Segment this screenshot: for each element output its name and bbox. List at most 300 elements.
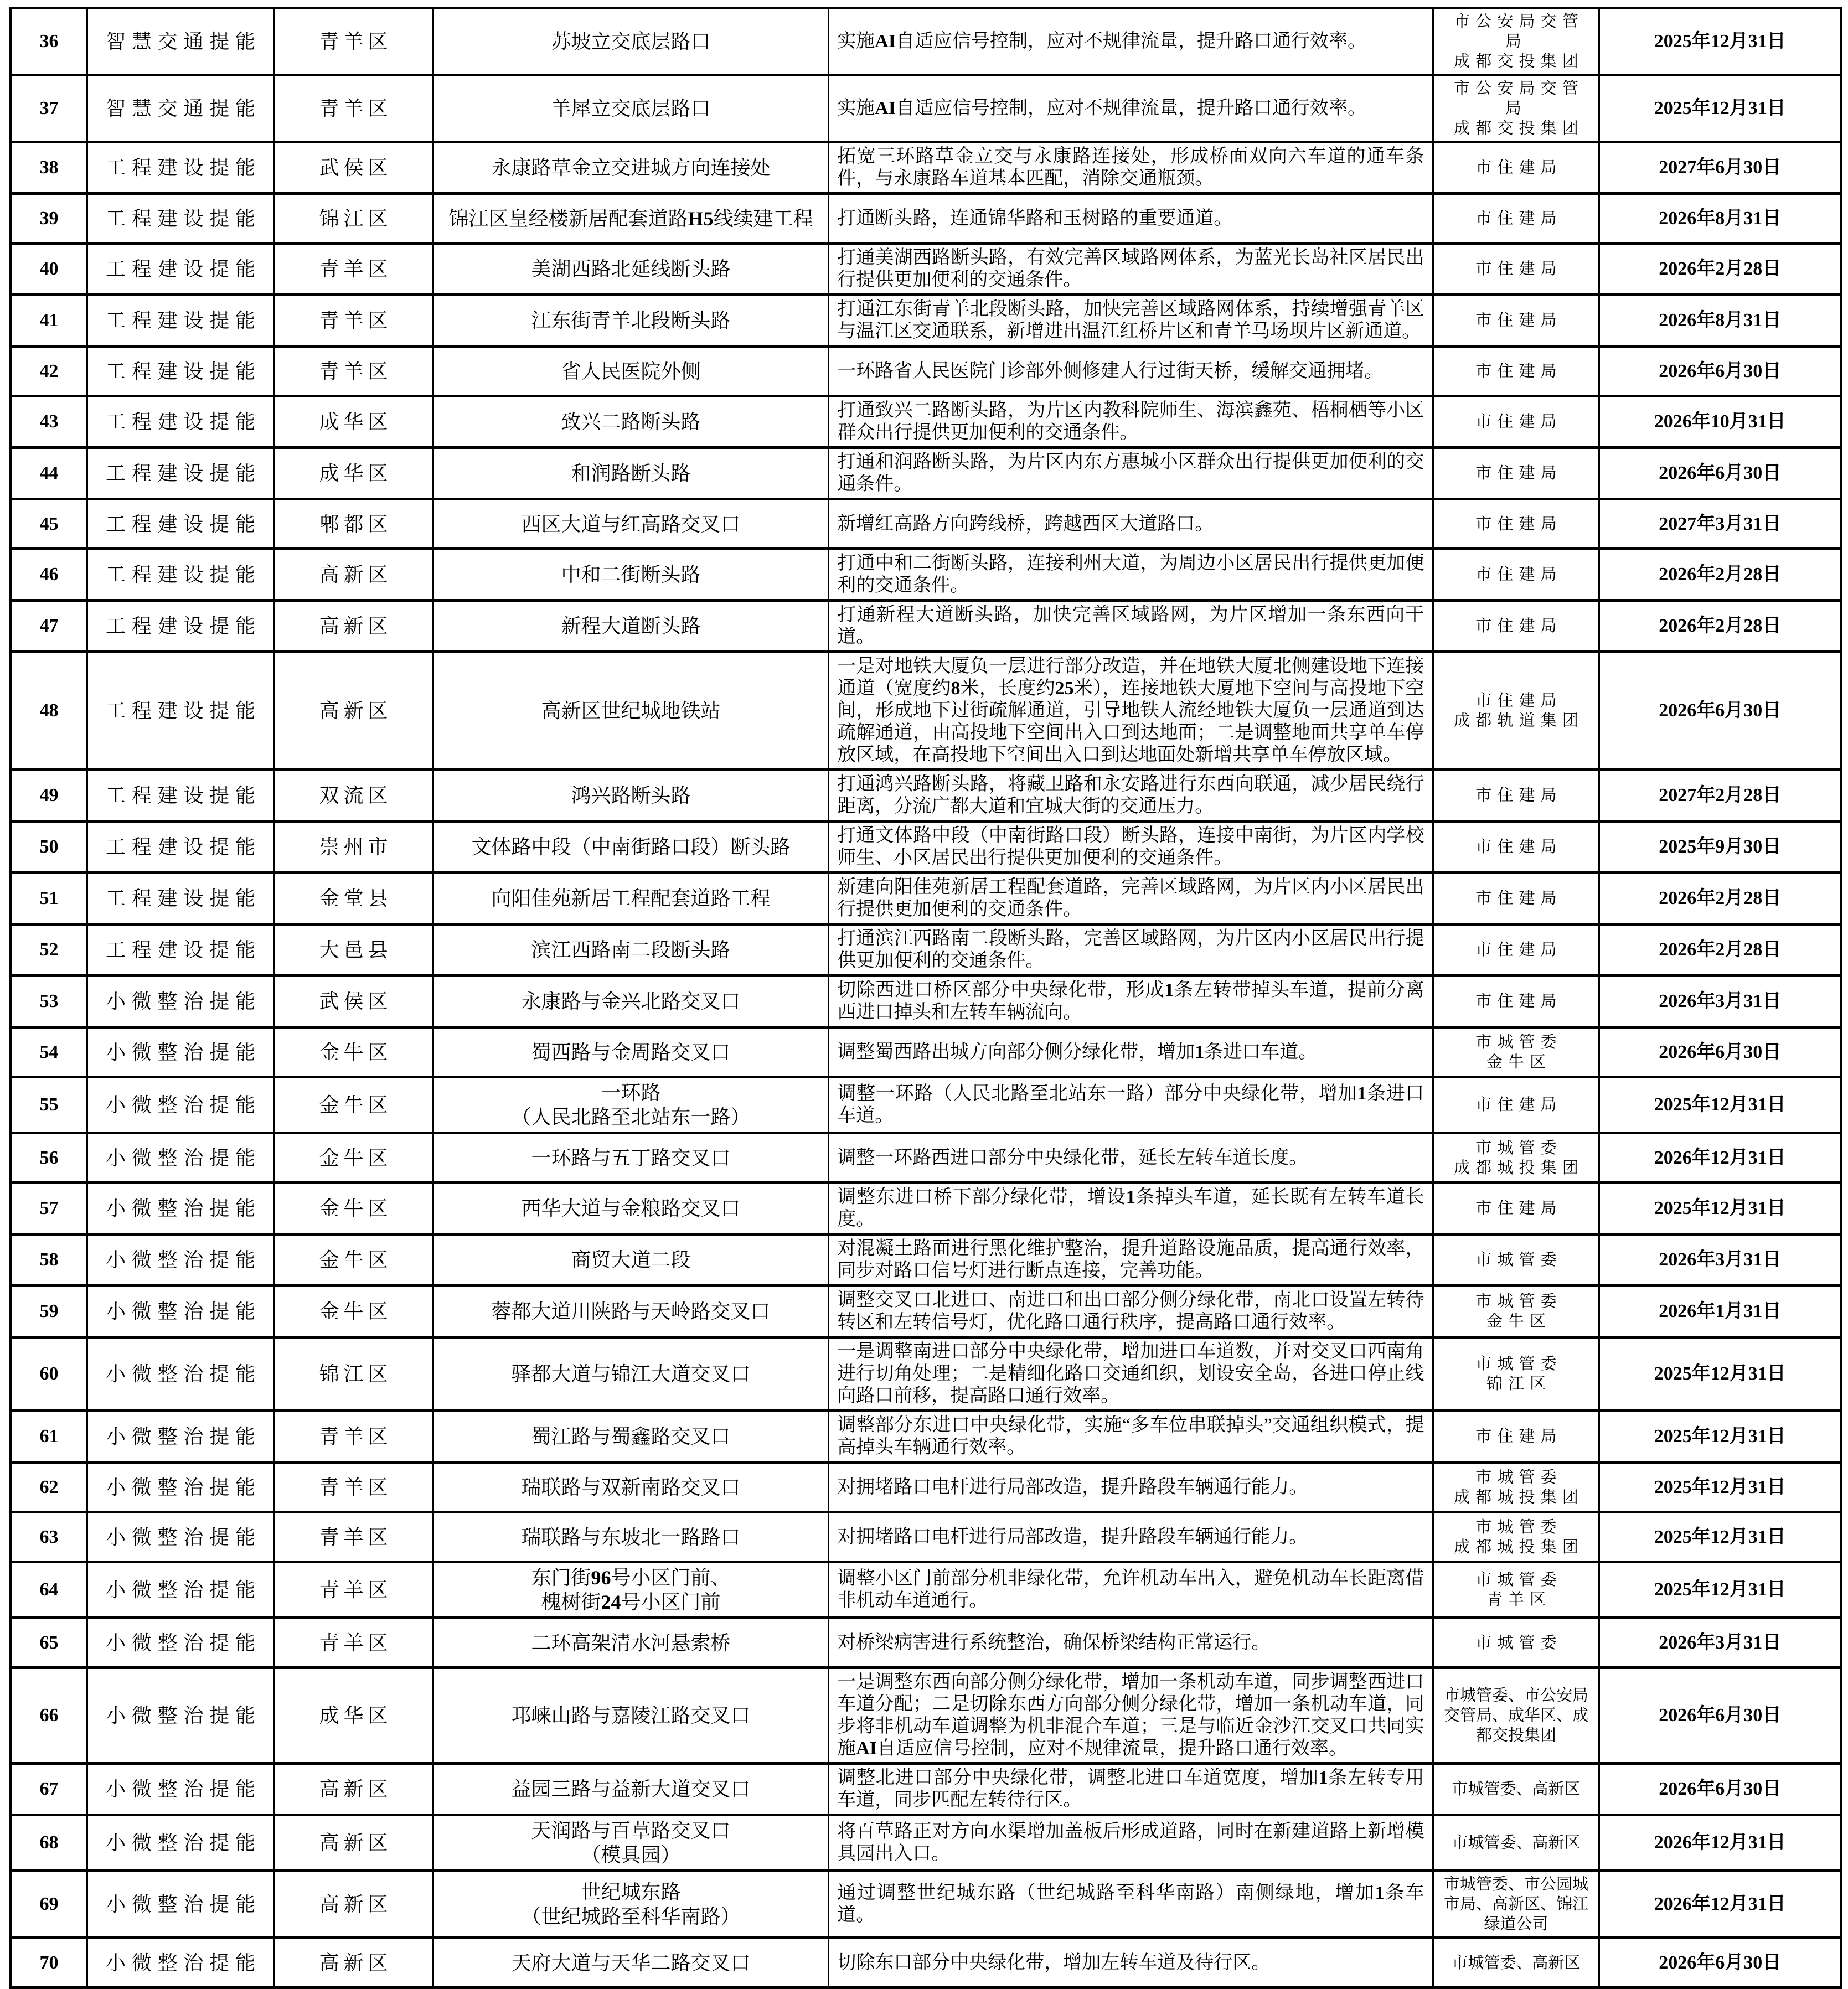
district-cell: 锦江区 <box>274 1337 433 1411</box>
responsible-units-cell <box>1433 1764 1599 1815</box>
deadline-cell: 2026年2月28日 <box>1599 549 1841 601</box>
responsible-unit-line: 市住建局 <box>1475 362 1562 380</box>
category-cell: 小微整治提能 <box>87 1133 273 1183</box>
deadline-cell: 2025年12月31日 <box>1599 8 1841 75</box>
measure-cell: 调整一环路西进口部分中央绿化带，延长左转车道长度。 <box>829 1133 1433 1183</box>
project-name-line: 瑞联路与双新南路交叉口 <box>521 1476 741 1499</box>
deadline-cell: 2025年12月31日 <box>1599 75 1841 142</box>
responsible-units-cell <box>1433 1562 1599 1618</box>
project-name-line: 苏坡立交底层路口 <box>551 30 711 53</box>
table-row <box>11 1234 1841 1286</box>
project-name-cell <box>433 194 828 244</box>
row-number: 42 <box>11 347 87 396</box>
row-number: 51 <box>11 873 87 924</box>
deadline-cell: 2025年12月31日 <box>1599 1562 1841 1618</box>
deadline-cell: 2026年6月30日 <box>1599 1764 1841 1815</box>
responsible-units-cell <box>1433 873 1599 924</box>
responsible-unit-line: 市住建局 <box>1475 159 1562 177</box>
deadline-cell: 2026年6月30日 <box>1599 1668 1841 1764</box>
project-name-line: 蓉都大道川陕路与天岭路交叉口 <box>491 1300 771 1322</box>
table-row <box>11 1562 1841 1618</box>
district-cell: 青羊区 <box>274 347 433 396</box>
district-cell: 金牛区 <box>274 1027 433 1077</box>
responsible-unit-line: 市城管委 <box>1475 1634 1562 1652</box>
category-cell: 小微整治提能 <box>87 1938 273 1988</box>
district-cell: 青羊区 <box>274 1463 433 1512</box>
row-number: 68 <box>11 1815 87 1871</box>
responsible-unit-line: 成都城投集团 <box>1454 1488 1584 1506</box>
category-cell: 工程建设提能 <box>87 822 273 873</box>
responsible-units-cell <box>1433 1234 1599 1286</box>
table-row <box>11 1077 1841 1133</box>
table-row <box>11 448 1841 499</box>
project-name-cell <box>433 244 828 295</box>
row-number: 36 <box>11 8 87 75</box>
project-name-cell <box>433 822 828 873</box>
measure-cell: 调整部分东进口中央绿化带，实施“多车位串联掉头”交通组织模式，提高掉头车辆通行效率。 <box>829 1411 1433 1463</box>
deadline-cell: 2026年6月30日 <box>1599 448 1841 499</box>
district-cell: 双流区 <box>274 770 433 822</box>
category-cell: 工程建设提能 <box>87 194 273 244</box>
measure-cell: 新建向阳佳苑新居工程配套道路，完善区域路网，为片区内小区居民出行提供更加便利的交通条件。 <box>829 873 1433 924</box>
responsible-units-cell <box>1433 601 1599 652</box>
district-cell: 金牛区 <box>274 1234 433 1286</box>
project-name-cell <box>433 1938 828 1988</box>
responsible-units-cell <box>1433 1411 1599 1463</box>
district-cell: 金牛区 <box>274 1286 433 1337</box>
row-number: 44 <box>11 448 87 499</box>
project-name-line: 鸿兴路断头路 <box>571 784 691 807</box>
responsible-unit-line: 市城管委 <box>1475 1251 1562 1269</box>
project-name-line: 西华大道与金粮路交叉口 <box>521 1197 741 1220</box>
deadline-cell: 2027年6月30日 <box>1599 142 1841 194</box>
category-cell: 工程建设提能 <box>87 244 273 295</box>
responsible-units-cell <box>1433 976 1599 1027</box>
table-row <box>11 601 1841 652</box>
table-row <box>11 770 1841 822</box>
project-name-line: 二环高架清水河悬索桥 <box>531 1631 731 1654</box>
district-cell: 成华区 <box>274 396 433 448</box>
measure-cell: 打通中和二街断头路，连接利州大道，为周边小区居民出行提供更加便利的交通条件。 <box>829 549 1433 601</box>
category-cell: 工程建设提能 <box>87 448 273 499</box>
district-cell: 青羊区 <box>274 1618 433 1668</box>
table-row <box>11 499 1841 549</box>
project-name-line: 瑞联路与东坡北一路路口 <box>521 1526 741 1548</box>
table-row <box>11 194 1841 244</box>
project-name-line: 江东街青羊北段断头路 <box>531 309 731 332</box>
district-cell: 高新区 <box>274 1938 433 1988</box>
responsible-unit-line: 市城管委 <box>1475 1571 1562 1589</box>
responsible-unit-line: 市城管委 <box>1475 1518 1562 1536</box>
project-name-cell <box>433 142 828 194</box>
project-name-line: 文体路中段（中南街路口段）断头路 <box>471 836 791 858</box>
district-cell: 大邑县 <box>274 924 433 976</box>
project-name-cell <box>433 1764 828 1815</box>
table-row <box>11 1815 1841 1871</box>
row-number: 38 <box>11 142 87 194</box>
project-name-line: 永康路草金立交进城方向连接处 <box>491 157 771 179</box>
row-number: 43 <box>11 396 87 448</box>
responsible-unit-line: 市住建局 <box>1475 1096 1562 1114</box>
responsible-unit-line: 市城管委 <box>1475 1355 1562 1373</box>
project-name-line: 蜀江路与蜀鑫路交叉口 <box>531 1425 731 1448</box>
table-row <box>11 1286 1841 1337</box>
project-name-line: 中和二街断头路 <box>561 564 701 586</box>
table-row <box>11 652 1841 770</box>
deadline-cell: 2025年12月31日 <box>1599 1183 1841 1234</box>
measure-cell: 打通新程大道断头路，加快完善区域路网，为片区增加一条东西向干道。 <box>829 601 1433 652</box>
deadline-cell: 2026年10月31日 <box>1599 396 1841 448</box>
measure-cell: 切除西进口桥区部分中央绿化带，形成1条左转带掉头车道，提前分离西进口掉头和左转车辆流向。 <box>829 976 1433 1027</box>
table-row <box>11 142 1841 194</box>
responsible-units-cell <box>1433 1815 1599 1871</box>
measure-cell: 一是调整东西向部分侧分绿化带，增加一条机动车道，同步调整西进口车道分配；二是切除东西方向部分侧分绿化带，增加一条机动车道，同步将非机动车道调整为机非混合车道；三是与临近金沙江交叉口共同实施AI自适应信号控制，应对不规律流量，提升路口通行效率。 <box>829 1668 1433 1764</box>
responsible-unit-line: 市住建局 <box>1475 413 1562 431</box>
responsible-units-cell <box>1433 652 1599 770</box>
project-name-cell <box>433 1337 828 1411</box>
category-cell: 小微整治提能 <box>87 1512 273 1562</box>
category-cell: 小微整治提能 <box>87 1077 273 1133</box>
responsible-unit-line: 市住建局 <box>1475 209 1562 228</box>
project-name-cell <box>433 1562 828 1618</box>
responsible-unit-line: 市住建局 <box>1475 692 1562 710</box>
responsible-units-cell <box>1433 1077 1599 1133</box>
district-cell: 锦江区 <box>274 194 433 244</box>
project-name-cell <box>433 1618 828 1668</box>
responsible-unit-line: 市城管委、高新区 <box>1452 1834 1581 1852</box>
project-name-cell <box>433 1286 828 1337</box>
category-cell: 工程建设提能 <box>87 347 273 396</box>
responsible-units-cell <box>1433 448 1599 499</box>
project-name-line: 滨江西路南二段断头路 <box>531 939 731 961</box>
deadline-cell: 2026年12月31日 <box>1599 1133 1841 1183</box>
district-cell: 高新区 <box>274 601 433 652</box>
category-cell: 工程建设提能 <box>87 295 273 347</box>
row-number: 63 <box>11 1512 87 1562</box>
project-name-line: 东门街96号小区门前、 <box>531 1567 731 1589</box>
deadline-cell: 2026年1月31日 <box>1599 1286 1841 1337</box>
project-name-line: 一环路与五丁路交叉口 <box>531 1146 731 1169</box>
responsible-unit-line: 市城管委 <box>1475 1293 1562 1310</box>
responsible-unit-line: 市住建局 <box>1475 993 1562 1010</box>
deadline-cell: 2026年6月30日 <box>1599 347 1841 396</box>
project-name-cell <box>433 347 828 396</box>
measure-cell: 一是调整南进口部分中央绿化带，增加进口车道数，并对交叉口西南角进行切角处理；二是精细化路口交通组织，划设安全岛，各进口停止线向路口前移，提高路口通行效率。 <box>829 1337 1433 1411</box>
responsible-units-cell <box>1433 295 1599 347</box>
project-name-line: （世纪城路至科华南路） <box>521 1905 741 1928</box>
district-cell: 成华区 <box>274 1668 433 1764</box>
project-name-line: 天府大道与天华二路交叉口 <box>511 1951 751 1974</box>
row-number: 37 <box>11 75 87 142</box>
table-row <box>11 1871 1841 1938</box>
deadline-cell: 2026年6月30日 <box>1599 1027 1841 1077</box>
table-row <box>11 1337 1841 1411</box>
table-row <box>11 1938 1841 1988</box>
responsible-units-cell <box>1433 770 1599 822</box>
table-row <box>11 976 1841 1027</box>
responsible-unit-line: 市城管委 <box>1475 1033 1562 1051</box>
project-name-cell <box>433 1871 828 1938</box>
measure-cell: 打通致兴二路断头路，为片区内教科院师生、海滨鑫苑、梧桐栖等小区群众出行提供更加便利的交通条件。 <box>829 396 1433 448</box>
project-name-cell <box>433 1411 828 1463</box>
responsible-unit-line: 市住建局 <box>1475 1200 1562 1217</box>
projects-table-body <box>11 8 1841 1988</box>
responsible-unit-line: 市住建局 <box>1475 464 1562 482</box>
responsible-unit-line: 成都轨道集团 <box>1454 712 1584 730</box>
district-cell: 青羊区 <box>274 295 433 347</box>
responsible-units-cell <box>1433 8 1599 75</box>
responsible-units-cell <box>1433 194 1599 244</box>
measure-cell: 打通江东街青羊北段断头路，加快完善区域路网体系，持续增强青羊区与温江区交通联系，新增进出温江红桥片区和青羊马场坝片区新通道。 <box>829 295 1433 347</box>
project-name-line: 邛崃山路与嘉陵江路交叉口 <box>511 1704 751 1727</box>
category-cell: 工程建设提能 <box>87 652 273 770</box>
responsible-units-cell <box>1433 1286 1599 1337</box>
row-number: 45 <box>11 499 87 549</box>
project-name-cell <box>433 1463 828 1512</box>
project-name-cell <box>433 770 828 822</box>
responsible-unit-line: 市城管委、高新区 <box>1452 1780 1581 1798</box>
deadline-cell: 2026年8月31日 <box>1599 194 1841 244</box>
measure-cell: 切除东口部分中央绿化带，增加左转车道及待行区。 <box>829 1938 1433 1988</box>
project-name-line: 驿都大道与锦江大道交叉口 <box>511 1363 751 1385</box>
row-number: 53 <box>11 976 87 1027</box>
project-name-line: 羊犀立交底层路口 <box>551 97 711 120</box>
district-cell: 青羊区 <box>274 1562 433 1618</box>
measure-cell: 调整东进口桥下部分绿化带，增设1条掉头车道，延长既有左转车道长度。 <box>829 1183 1433 1234</box>
row-number: 48 <box>11 652 87 770</box>
project-name-line: 和润路断头路 <box>571 462 691 484</box>
project-name-cell <box>433 873 828 924</box>
row-number: 57 <box>11 1183 87 1234</box>
district-cell: 崇州市 <box>274 822 433 873</box>
district-cell: 郫都区 <box>274 499 433 549</box>
responsible-unit-line: 市住建局 <box>1475 617 1562 635</box>
category-cell: 工程建设提能 <box>87 499 273 549</box>
deadline-cell: 2026年3月31日 <box>1599 976 1841 1027</box>
district-cell: 高新区 <box>274 549 433 601</box>
project-name-cell <box>433 8 828 75</box>
measure-cell: 对混凝土路面进行黑化维护整治，提升道路设施品质，提高通行效率，同步对路口信号灯进行断点连接，完善功能。 <box>829 1234 1433 1286</box>
table-row <box>11 295 1841 347</box>
responsible-units-cell <box>1433 1871 1599 1938</box>
project-name-cell <box>433 1815 828 1871</box>
responsible-unit-line: 青羊区 <box>1486 1591 1552 1609</box>
responsible-unit-line: 市公安局交管局 <box>1454 80 1584 117</box>
table-row <box>11 75 1841 142</box>
category-cell: 小微整治提能 <box>87 1668 273 1764</box>
project-name-cell <box>433 295 828 347</box>
category-cell: 小微整治提能 <box>87 1337 273 1411</box>
project-name-line: 向阳佳苑新居工程配套道路工程 <box>491 887 771 910</box>
deadline-cell: 2027年2月28日 <box>1599 770 1841 822</box>
deadline-cell: 2025年12月31日 <box>1599 1512 1841 1562</box>
project-name-line: 西区大道与红高路交叉口 <box>521 513 741 535</box>
row-number: 60 <box>11 1337 87 1411</box>
responsible-unit-line: 市城管委 <box>1475 1139 1562 1157</box>
measure-cell: 打通断头路，连通锦华路和玉树路的重要通道。 <box>829 194 1433 244</box>
responsible-units-cell <box>1433 142 1599 194</box>
deadline-cell: 2025年12月31日 <box>1599 1463 1841 1512</box>
project-name-line: 永康路与金兴北路交叉口 <box>521 990 741 1012</box>
table-row <box>11 1463 1841 1512</box>
district-cell: 高新区 <box>274 1815 433 1871</box>
district-cell: 青羊区 <box>274 75 433 142</box>
project-name-cell <box>433 976 828 1027</box>
district-cell: 武侯区 <box>274 976 433 1027</box>
project-name-cell <box>433 1234 828 1286</box>
responsible-unit-line: 市住建局 <box>1475 787 1562 804</box>
category-cell: 小微整治提能 <box>87 1871 273 1938</box>
table-row <box>11 1764 1841 1815</box>
table-row <box>11 1411 1841 1463</box>
category-cell: 工程建设提能 <box>87 142 273 194</box>
project-name-line: 高新区世纪城地铁站 <box>541 700 721 722</box>
row-number: 49 <box>11 770 87 822</box>
project-name-line: 蜀西路与金周路交叉口 <box>531 1041 731 1063</box>
responsible-units-cell <box>1433 924 1599 976</box>
measure-cell: 打通和润路断头路，为片区内东方惠城小区群众出行提供更加便利的交通条件。 <box>829 448 1433 499</box>
responsible-unit-line: 市住建局 <box>1475 566 1562 583</box>
row-number: 65 <box>11 1618 87 1668</box>
project-name-cell <box>433 75 828 142</box>
responsible-unit-line: 金牛区 <box>1486 1313 1552 1330</box>
project-name-line: 益园三路与益新大道交叉口 <box>511 1778 751 1800</box>
deadline-cell: 2026年2月28日 <box>1599 601 1841 652</box>
row-number: 59 <box>11 1286 87 1337</box>
project-name-cell <box>433 924 828 976</box>
responsible-units-cell <box>1433 347 1599 396</box>
deadline-cell: 2026年12月31日 <box>1599 1871 1841 1938</box>
responsible-units-cell <box>1433 1512 1599 1562</box>
row-number: 46 <box>11 549 87 601</box>
responsible-unit-line: 市住建局 <box>1475 1428 1562 1445</box>
project-name-cell <box>433 499 828 549</box>
district-cell: 金牛区 <box>274 1133 433 1183</box>
responsible-units-cell <box>1433 244 1599 295</box>
deadline-cell: 2026年6月30日 <box>1599 652 1841 770</box>
measure-cell: 打通滨江西路南二段断头路，完善区域路网，为片区内小区居民出行提供更加便利的交通条件。 <box>829 924 1433 976</box>
category-cell: 小微整治提能 <box>87 1234 273 1286</box>
project-name-line: （人民北路至北站东一路） <box>511 1106 751 1128</box>
district-cell: 金牛区 <box>274 1183 433 1234</box>
table-row <box>11 1133 1841 1183</box>
project-name-cell <box>433 1512 828 1562</box>
project-name-line: 省人民医院外侧 <box>561 360 701 383</box>
responsible-unit-line: 市住建局 <box>1475 890 1562 907</box>
measure-cell: 对拥堵路口电杆进行局部改造，提升路段车辆通行能力。 <box>829 1512 1433 1562</box>
row-number: 55 <box>11 1077 87 1133</box>
responsible-units-cell <box>1433 1183 1599 1234</box>
responsible-units-cell <box>1433 75 1599 142</box>
category-cell: 小微整治提能 <box>87 1562 273 1618</box>
responsible-unit-line: 市住建局 <box>1475 260 1562 278</box>
row-number: 40 <box>11 244 87 295</box>
project-name-line: 美湖西路北延线断头路 <box>531 258 731 280</box>
deadline-cell: 2026年2月28日 <box>1599 873 1841 924</box>
project-name-line: （模具园） <box>581 1844 681 1866</box>
row-number: 47 <box>11 601 87 652</box>
district-cell: 成华区 <box>274 448 433 499</box>
project-name-line: 世纪城东路 <box>581 1881 681 1903</box>
responsible-unit-line: 市公安局交管局 <box>1454 13 1584 50</box>
district-cell: 高新区 <box>274 1764 433 1815</box>
row-number: 56 <box>11 1133 87 1183</box>
responsible-unit-line: 市城管委、高新区 <box>1452 1954 1581 1972</box>
measure-cell: 将百草路正对方向水渠增加盖板后形成道路，同时在新建道路上新增模具园出入口。 <box>829 1815 1433 1871</box>
district-cell: 青羊区 <box>274 8 433 75</box>
project-name-cell <box>433 1027 828 1077</box>
category-cell: 小微整治提能 <box>87 1411 273 1463</box>
responsible-units-cell <box>1433 499 1599 549</box>
table-row <box>11 873 1841 924</box>
district-cell: 金牛区 <box>274 1077 433 1133</box>
table-row <box>11 549 1841 601</box>
category-cell: 智慧交通提能 <box>87 8 273 75</box>
responsible-units-cell <box>1433 1133 1599 1183</box>
responsible-units-cell <box>1433 1938 1599 1988</box>
responsible-unit-line: 成都交投集团 <box>1454 53 1584 70</box>
measure-cell: 调整一环路（人民北路至北站东一路）部分中央绿化带，增加1条进口车道。 <box>829 1077 1433 1133</box>
category-cell: 小微整治提能 <box>87 1286 273 1337</box>
row-number: 41 <box>11 295 87 347</box>
table-row <box>11 1512 1841 1562</box>
measure-cell: 调整交叉口北进口、南进口和出口部分侧分绿化带，南北口设置左转待转区和左转信号灯，优化路口通行秩序，提高路口通行效率。 <box>829 1286 1433 1337</box>
responsible-unit-line: 市城管委 <box>1475 1468 1562 1486</box>
responsible-unit-line: 成都城投集团 <box>1454 1538 1584 1556</box>
table-row <box>11 347 1841 396</box>
deadline-cell: 2026年3月31日 <box>1599 1618 1841 1668</box>
measure-cell: 通过调整世纪城东路（世纪城路至科华南路）南侧绿地，增加1条车道。 <box>829 1871 1433 1938</box>
responsible-units-cell <box>1433 822 1599 873</box>
project-name-cell <box>433 549 828 601</box>
row-number: 39 <box>11 194 87 244</box>
measure-cell: 实施AI自适应信号控制，应对不规律流量，提升路口通行效率。 <box>829 8 1433 75</box>
row-number: 67 <box>11 1764 87 1815</box>
project-name-line: 天润路与百草路交叉口 <box>531 1820 731 1842</box>
responsible-unit-line: 成都交投集团 <box>1454 120 1584 137</box>
responsible-units-cell <box>1433 1337 1599 1411</box>
responsible-unit-line: 市住建局 <box>1475 941 1562 959</box>
district-cell: 武侯区 <box>274 142 433 194</box>
projects-table <box>9 7 1842 1989</box>
project-name-cell <box>433 1668 828 1764</box>
category-cell: 工程建设提能 <box>87 549 273 601</box>
category-cell: 小微整治提能 <box>87 1183 273 1234</box>
row-number: 64 <box>11 1562 87 1618</box>
deadline-cell: 2026年3月31日 <box>1599 1234 1841 1286</box>
measure-cell: 对桥梁病害进行系统整治，确保桥梁结构正常运行。 <box>829 1618 1433 1668</box>
category-cell: 工程建设提能 <box>87 770 273 822</box>
project-name-cell <box>433 601 828 652</box>
responsible-unit-line: 市城管委、市公安局交管局、成华区、成都交投集团 <box>1443 1687 1588 1744</box>
measure-cell: 打通鸿兴路断头路，将藏卫路和永安路进行东西向联通，减少居民绕行距离，分流广都大道和宜城大街的交通压力。 <box>829 770 1433 822</box>
project-name-cell <box>433 396 828 448</box>
deadline-cell: 2026年12月31日 <box>1599 1815 1841 1871</box>
table-row <box>11 1668 1841 1764</box>
table-row <box>11 1618 1841 1668</box>
deadline-cell: 2025年9月30日 <box>1599 822 1841 873</box>
district-cell: 金堂县 <box>274 873 433 924</box>
district-cell: 高新区 <box>274 1871 433 1938</box>
category-cell: 小微整治提能 <box>87 1764 273 1815</box>
category-cell: 小微整治提能 <box>87 1815 273 1871</box>
project-name-line: 锦江区皇经楼新居配套道路H5线续建工程 <box>448 207 813 230</box>
district-cell: 青羊区 <box>274 244 433 295</box>
deadline-cell: 2026年2月28日 <box>1599 924 1841 976</box>
category-cell: 工程建设提能 <box>87 873 273 924</box>
responsible-unit-line: 市住建局 <box>1475 515 1562 533</box>
project-name-line: 商贸大道二段 <box>571 1249 691 1271</box>
